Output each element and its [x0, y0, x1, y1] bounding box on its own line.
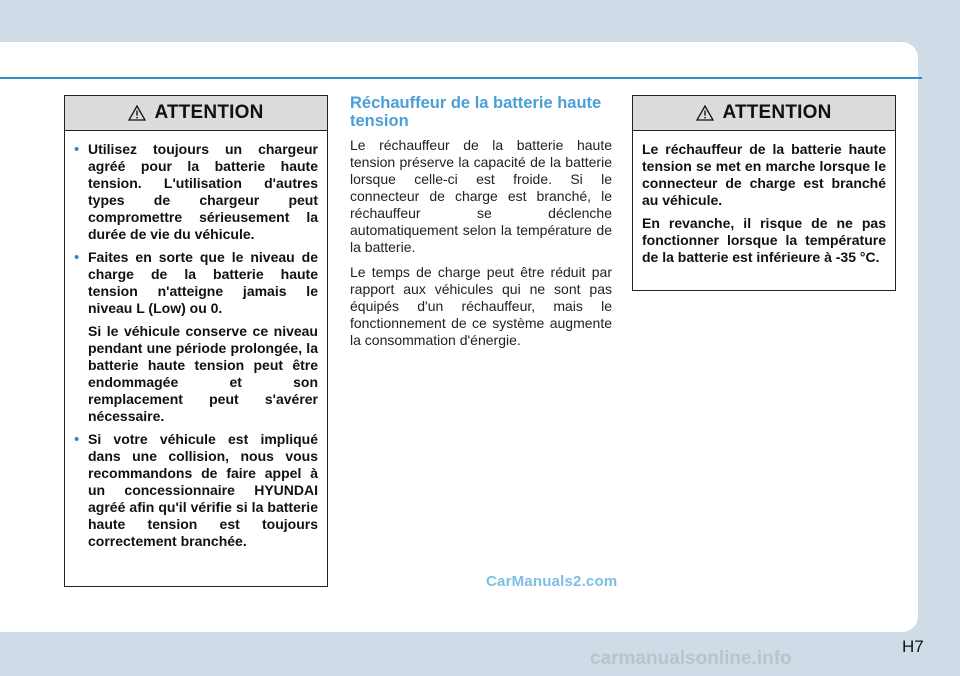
footer-watermark: carmanualsonline.info [590, 648, 792, 669]
attention-heading: ATTENTION [154, 102, 264, 123]
attention-header-left [65, 96, 327, 131]
attention-body-right [633, 131, 895, 274]
list-item-subtext: Si le véhicule conserve ce niveau pendant une période prolongée, la batterie haute tension peut être endommagée et son remplacement peut s'avérer nécessaire. [88, 323, 318, 424]
list-item [74, 141, 318, 243]
list-item [74, 249, 318, 425]
attention-list [74, 141, 318, 550]
list-item-text: • Faites en sorte que le niveau de charge de la batterie haute tension n'atteigne jamais le niveau L (Low) ou 0. [88, 249, 318, 316]
header-rule [0, 77, 922, 79]
attention-paragraph: En revanche, il risque de ne pas fonctionner lorsque la température de la batterie est inférieure à -35 °C. [642, 215, 886, 265]
list-item-text: • Si votre véhicule est impliqué dans une collision, nous vous recommandons de faire appel à un concessionnaire HYUNDAI agréé afin qu'il vérifie si la batterie haute tension est toujours correctement branchée. [88, 431, 318, 549]
warning-icon [696, 105, 714, 121]
body-paragraph: Le temps de charge peut être réduit par rapport aux véhicules qui ne sont pas équipés d'un réchauffeur, mais le fonctionnement de ce système augmente la consommation d'énergie. [350, 264, 612, 348]
page-number: H7 [902, 637, 924, 656]
watermark-link[interactable]: CarManuals2.com [486, 573, 618, 590]
attention-heading: ATTENTION [722, 102, 832, 123]
list-item-text: • Utilisez toujours un chargeur agréé pour la batterie haute tension. L'utilisation d'autres types de chargeur peut compromettre sérieusement la durée de vie du véhicule. [88, 141, 318, 242]
attention-box-right [632, 95, 896, 291]
section-title: Réchauffeur de la batterie haute tension [350, 94, 602, 130]
attention-body-left [65, 131, 327, 564]
section-body [350, 137, 612, 357]
attention-header-right [633, 96, 895, 131]
warning-icon [128, 105, 146, 121]
list-item [74, 431, 318, 550]
attention-paragraph: Le réchauffeur de la batterie haute tension se met en marche lorsque le connecteur de charge est branché au véhicule. [642, 141, 886, 208]
attention-box-left [64, 95, 328, 587]
body-paragraph: Le réchauffeur de la batterie haute tension préserve la capacité de la batterie lorsque celle-ci est froide. Si le connecteur de charge est branché, le réchauffeur se déclenche automatiquement selon la température de la batterie. [350, 137, 612, 255]
